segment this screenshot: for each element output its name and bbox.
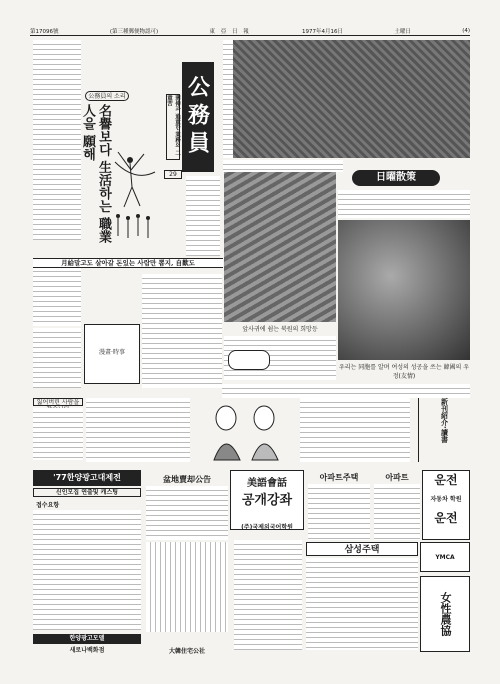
postal-notice: (第三種郵便物認可) [109,28,159,35]
ad6-box [422,470,470,540]
left-text-column-2 [33,262,81,326]
ad5-title: 아파트 [385,473,409,482]
right-text-a [222,384,470,398]
couple-cartoon [196,398,296,464]
middle-right-text [300,398,410,462]
issue-number: 第17096號 [30,28,59,35]
column-label: 公務員의 소리 [85,91,129,101]
missing-box-title: 잃어버린 사람을 [33,398,83,406]
photo-text-below [223,160,343,172]
ad2-title: 盆地賣却公告 [163,475,211,484]
gymnast-illustration [110,132,160,244]
ad1-sub: 신인모집 연출및 캐스팅 [33,488,141,497]
cartoon-box [84,324,140,384]
feature-title: 公務員 [182,62,214,172]
group-photo [338,220,470,360]
ad2-table [146,542,228,632]
right-vertical-column: 新刊紹介·讀書 [418,398,470,462]
paper-name: 東 亞 日 報 [209,28,251,35]
ad7-body [306,558,418,650]
col-text-b [142,274,222,388]
col-text-a [33,328,81,388]
ad-mid-text [234,540,302,650]
feature-text-right [186,176,220,256]
page-number: (4) [462,27,470,34]
ad4-title: 아파트주택 [319,473,359,482]
photo-caption-1: 앞사귀에 쉼는 북원의 희망등 [242,326,318,333]
ad1-company2: 새로나백화점 [69,647,105,654]
ad6-main2: 운전 [434,511,458,525]
ad2-company: 大韓住宅公社 [168,648,205,655]
feature-caption: 月給말고도 살아갈 돈있는 사람만 뽑지, 自歎도 [33,258,223,268]
ad1-company: 한양광고모델 [33,634,141,644]
left-text-column [33,40,81,240]
ad1-banner: '77한양광고대제전 [33,470,141,486]
ad3-foot: (주)국제외국어학원 [241,524,293,531]
feature2-text [338,190,470,218]
ad1-list-title: 접수요항 [36,502,60,509]
sunday-walk-title: 日曜散策 [352,170,440,186]
issue-day: 土曜日 [394,28,411,35]
middle-text [86,398,190,462]
missing-box-text [33,408,83,460]
ad4-body [308,484,370,540]
ad6-sub: 자동차 학원 [430,496,462,503]
stage-photo [233,40,470,158]
cartoon-label: 漫畫·時事 [99,349,125,356]
ad6-main: 운전 [434,473,458,487]
issue-date: 1977年4月16日 [302,28,344,35]
ad2-body [146,486,228,540]
ad5-body [374,484,420,540]
ad3-main: 공개강좌 [241,493,293,508]
feature-subtitle: 薄俸과 過重한 業務의 二重苦 [166,94,180,160]
flag-photo [224,172,336,322]
ad3-box [230,470,304,530]
ad8-title: YMCA [420,542,470,572]
ad3-top: 美語會話 [247,478,287,489]
book-ad-stamp [228,350,270,370]
ad9-box: 女性農協 [420,576,470,652]
caption-number: 29 [164,170,182,179]
masthead [30,26,470,36]
ad7-title: 삼성주택 [306,542,418,556]
intro-text [223,40,233,158]
vertical-headline: 名譽보다 生活하는 職業人을 願해 [80,104,111,244]
photo-caption-2: 우리는 同胞를 알며 여성의 성공을 쓰는 韓國의 우정(友情) [338,364,470,380]
ad1-body [33,510,141,630]
